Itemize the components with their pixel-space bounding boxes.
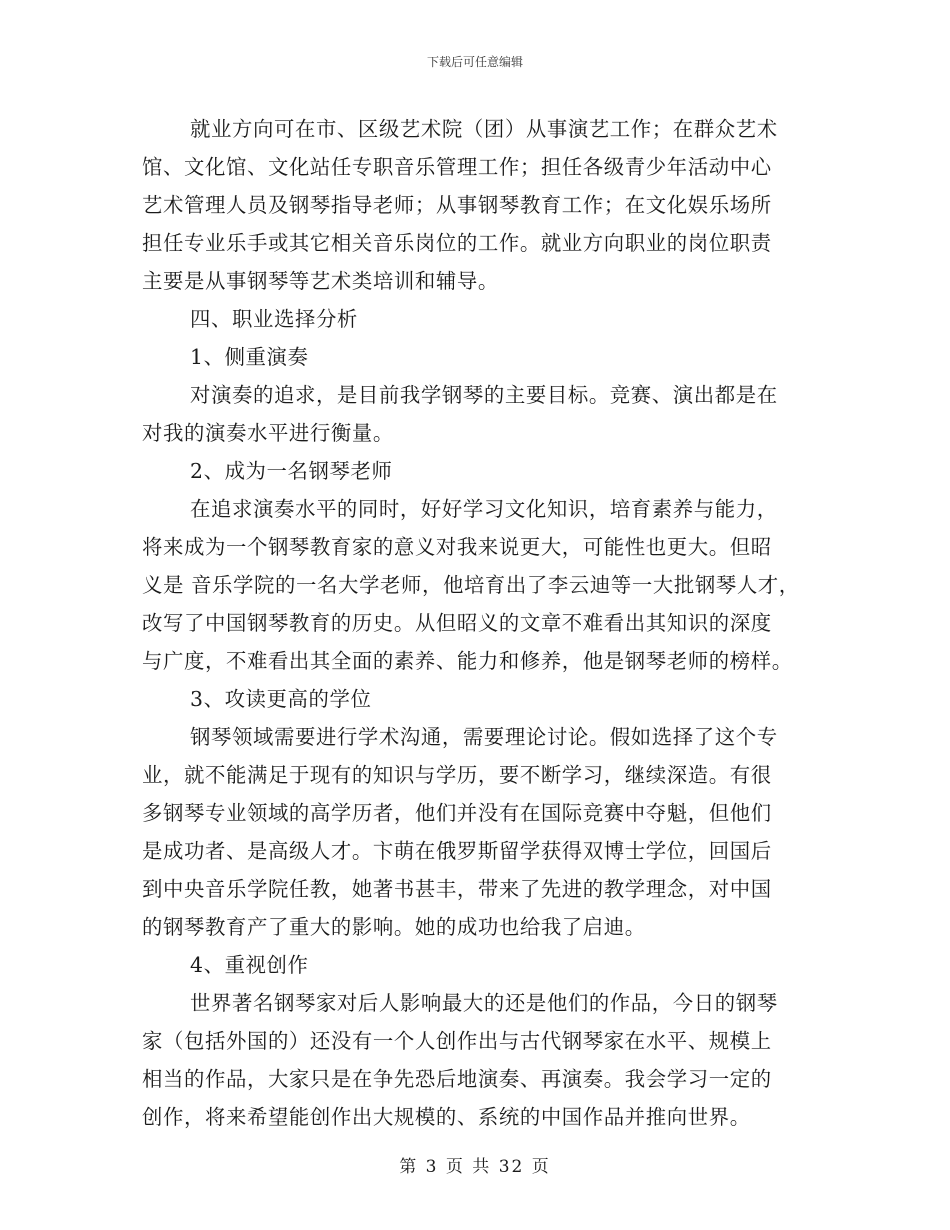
text-line: 相当的作品，大家只是在争先恐后地演奏、再演奏。我会学习一定的: [142, 1067, 772, 1091]
text-line: 就业方向可在市、区级艺术院（团）从事演艺工作；在群众艺术: [190, 117, 778, 141]
text-line: 与广度，不难看出其全面的素养、能力和修养，他是钢琴老师的榜样。: [142, 649, 793, 673]
text-line: 钢琴领域需要进行学术沟通，需要理论讨论。假如选择了这个专: [190, 725, 778, 749]
text-line: 主要是从事钢琴等艺术类培训和辅导。: [142, 269, 499, 293]
text-line: 2、成为一名钢琴老师: [190, 459, 393, 483]
text-line: 4、重视创作: [190, 953, 309, 977]
text-line: 业，就不能满足于现有的知识与学历，要不断学习，继续深造。有很: [142, 763, 772, 787]
text-line: 将来成为一个钢琴教育家的意义对我来说更大，可能性也更大。但昭: [142, 535, 772, 559]
text-line: 义是 音乐学院的一名大学老师，他培育出了李云迪等一大批钢琴人才，: [142, 573, 800, 597]
text-line: 到中央音乐学院任教，她著书甚丰，带来了先进的教学理念，对中国: [142, 877, 772, 901]
text-line: 对演奏的追求，是目前我学钢琴的主要目标。竞赛、演出都是在: [190, 383, 778, 407]
text-line: 多钢琴专业领域的高学历者，他们并没有在国际竞赛中夺魁，但他们: [142, 801, 772, 825]
text-line: 对我的演奏水平进行衡量。: [142, 421, 394, 445]
page-footer: 第 3 页 共 32 页: [399, 1157, 551, 1177]
text-line: 四、职业选择分析: [190, 307, 358, 331]
text-line: 馆、文化馆、文化站任专职音乐管理工作；担任各级青少年活动中心: [142, 155, 772, 179]
document-body: [142, 110, 810, 1136]
page-header: 下载后可任意编辑: [426, 55, 523, 69]
text-line: 是成功者、是高级人才。卞萌在俄罗斯留学获得双博士学位，回国后: [142, 839, 772, 863]
text-line: 在追求演奏水平的同时，好好学习文化知识，培育素养与能力，: [190, 497, 778, 521]
text-line: 改写了中国钢琴教育的历史。从但昭义的文章不难看出其知识的深度: [142, 611, 772, 635]
text-line: 创作，将来希望能创作出大规模的、系统的中国作品并推向世界。: [142, 1105, 751, 1129]
text-line: 1、侧重演奏: [190, 345, 309, 369]
text-line: 世界著名钢琴家对后人影响最大的还是他们的作品，今日的钢琴: [190, 991, 778, 1015]
text-line: 艺术管理人员及钢琴指导老师；从事钢琴教育工作；在文化娱乐场所: [142, 193, 772, 217]
text-line: 的钢琴教育产了重大的影响。她的成功也给我了启迪。: [142, 915, 646, 939]
text-line: 担任专业乐手或其它相关音乐岗位的工作。就业方向职业的岗位职责: [142, 231, 772, 255]
text-line: 家（包括外国的）还没有一个人创作出与古代钢琴家在水平、规模上: [142, 1029, 772, 1053]
text-line: 3、攻读更高的学位: [190, 687, 372, 711]
